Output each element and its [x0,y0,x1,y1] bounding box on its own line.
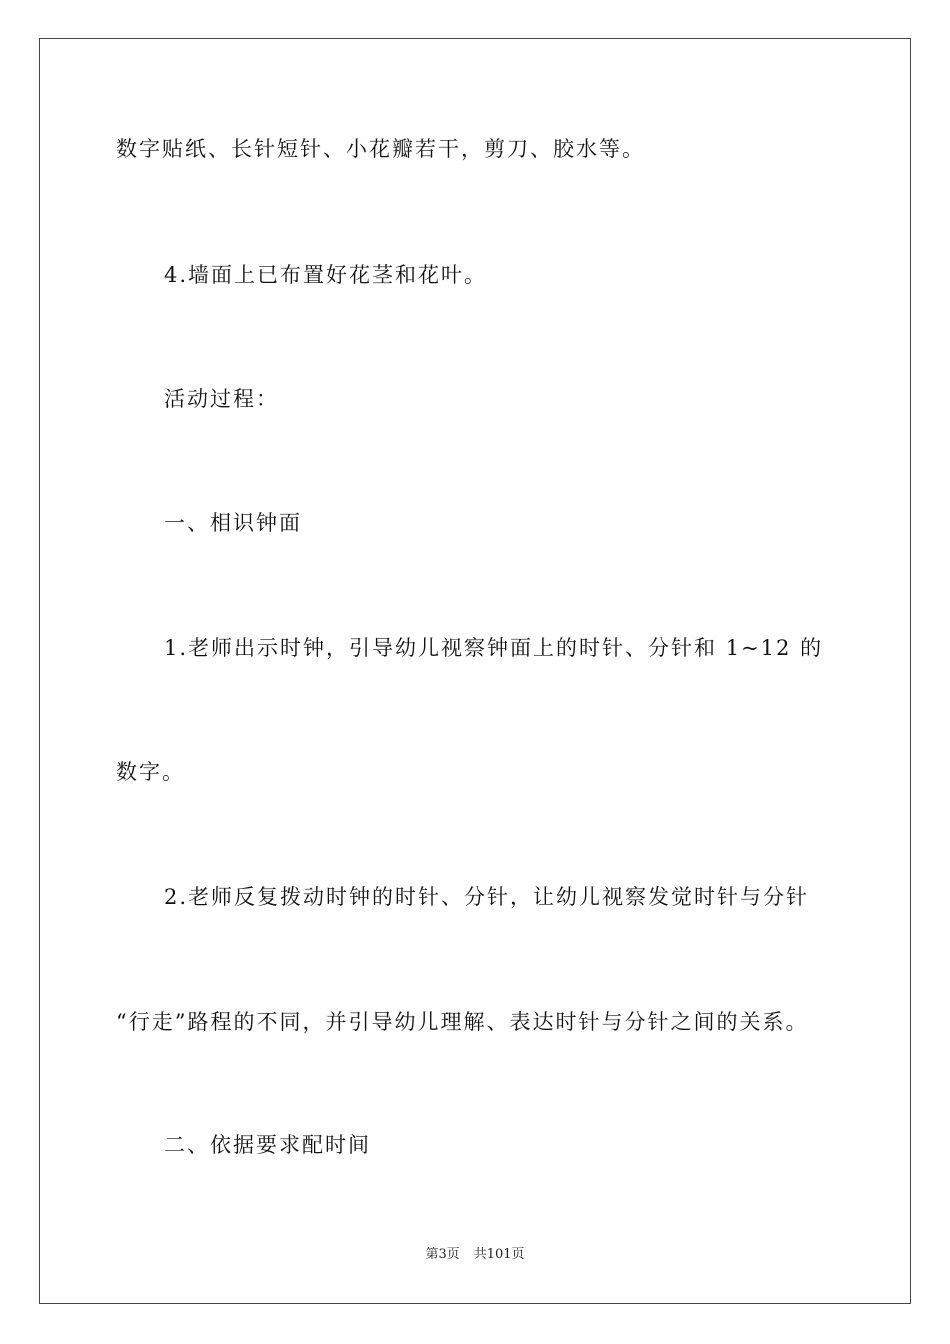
page-number: 第3页 [425,1247,460,1262]
materials-continuation: 数字贴纸、长针短针、小花瓣若干，剪刀、胶水等。 [116,137,645,161]
step-1-line-1: 1.老师出示时钟，引导幼儿视察钟面上的时针、分针和 1~12 的 [164,636,824,660]
step-1-line-2: 数字。 [116,760,185,784]
activity-process-heading: 活动过程： [164,387,279,411]
section-two-heading: 二、依据要求配时间 [164,1133,371,1157]
section-one-heading: 一、相识钟面 [164,511,302,535]
step-2-line-1: 2.老师反复拨动时钟的时针、分针，让幼儿视察发觉时针与分针 [164,885,810,909]
page-footer [0,1246,950,1264]
page-border [39,38,911,1304]
step-2-line-2: “行走”路程的不同，并引导幼儿理解、表达时针与分针之间的关系。 [116,1010,809,1034]
total-pages: 共101页 [473,1247,525,1262]
item-4-wall-setup: 4.墙面上已布置好花茎和花叶。 [164,263,488,287]
